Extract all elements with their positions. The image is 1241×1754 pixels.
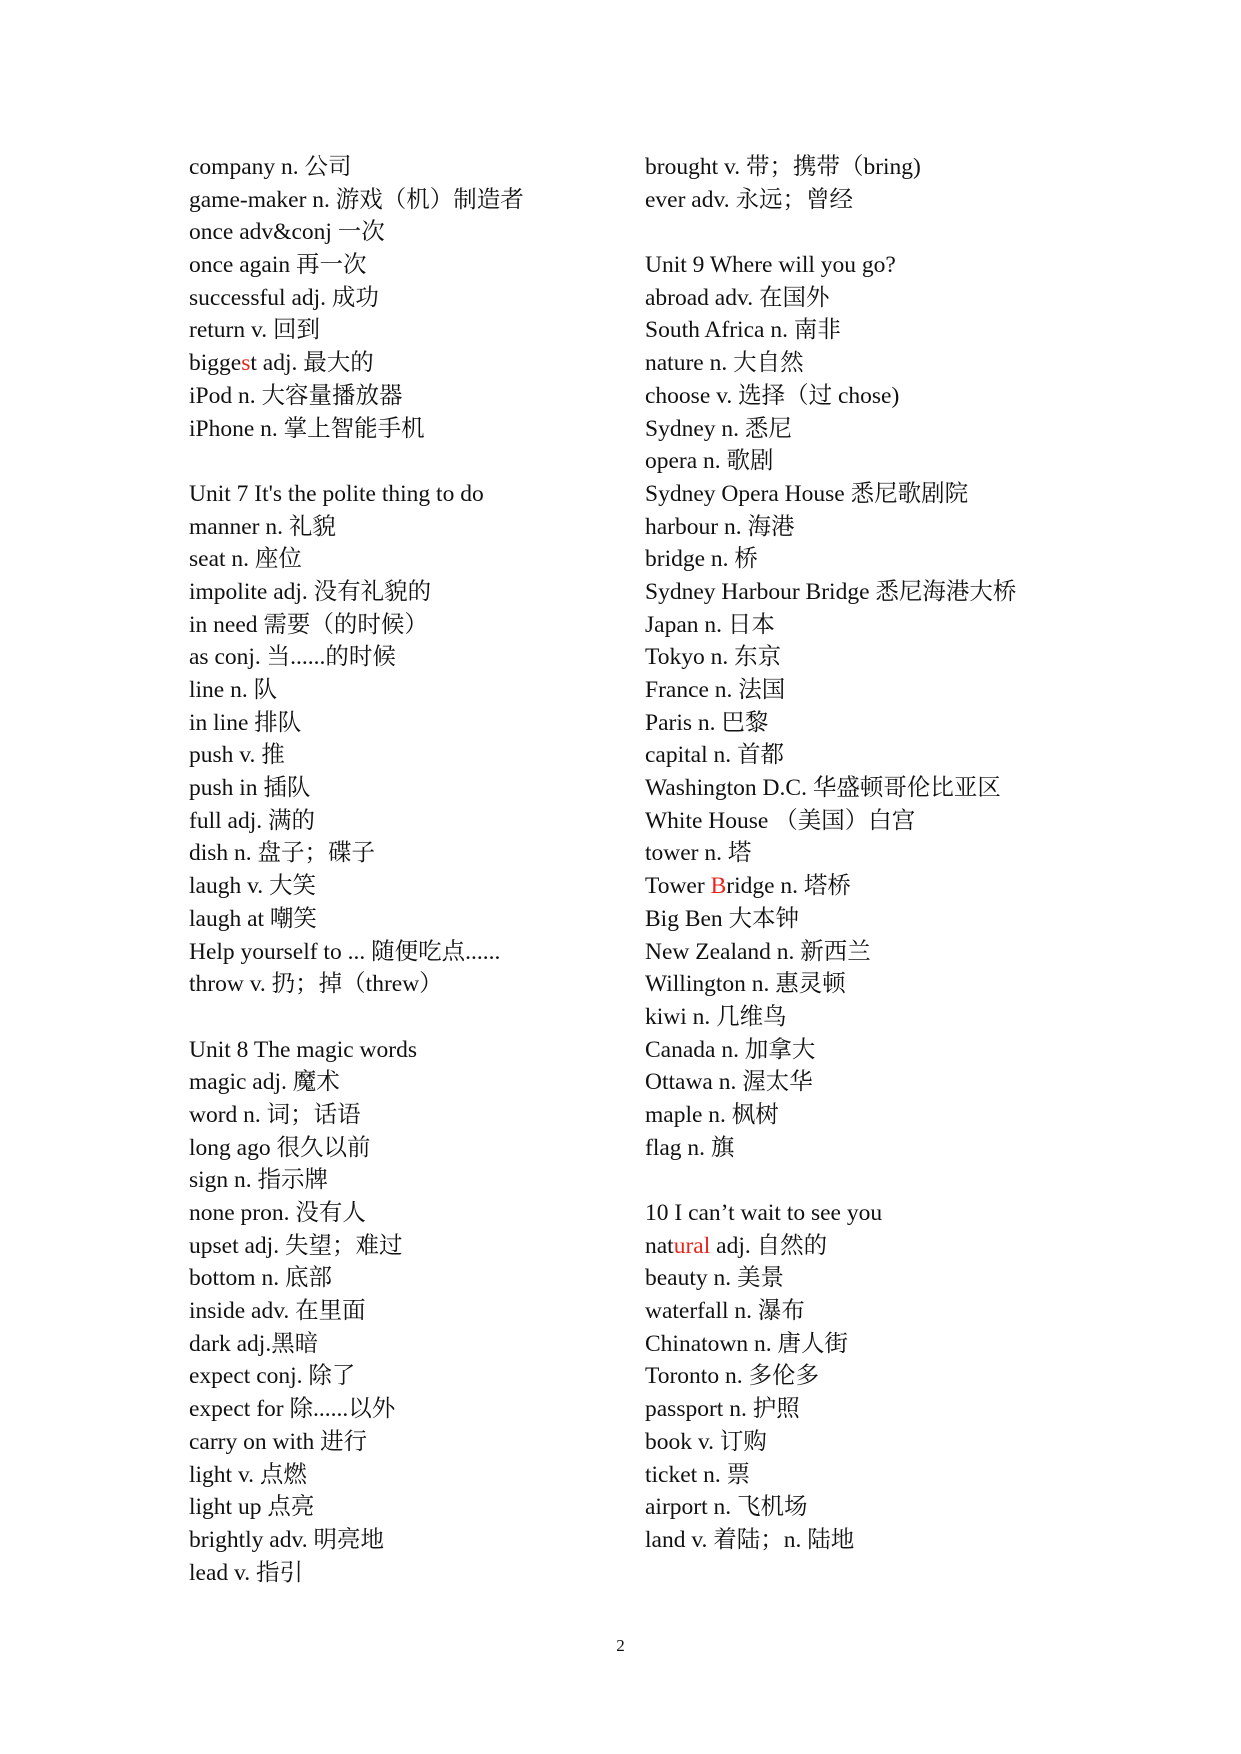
unit-heading: 10 I can’t wait to see you	[645, 1200, 883, 1226]
vocab-entry: abroad adv. 在国外	[645, 284, 830, 311]
vocab-entry: Sydney Harbour Bridge 悉尼海港大桥	[645, 578, 1017, 605]
page-number: 2	[616, 1636, 625, 1655]
vocab-entry: iPhone n. 掌上智能手机	[189, 415, 425, 442]
vocab-entry	[645, 870, 1145, 903]
vocab-entry: light v. 点燃	[189, 1461, 307, 1488]
vocab-entry: ticket n. 票	[645, 1461, 751, 1488]
vocab-entry: brought v. 带；携带（bring)	[645, 154, 921, 180]
vocab-entry: push v. 推	[189, 742, 285, 769]
highlighted-letters: s	[241, 350, 251, 377]
entry-text-segment: ridge n. 塔桥	[726, 873, 851, 900]
vocab-entry: return v. 回到	[189, 317, 320, 344]
vocab-entry: dark adj.黑暗	[189, 1330, 319, 1357]
vocab-entry: airport n. 飞机场	[645, 1494, 808, 1521]
vocab-entry: Sydney n. 悉尼	[645, 415, 792, 442]
vocab-entry: full adj. 满的	[189, 807, 315, 834]
unit-heading: Unit 7 It's the polite thing to do	[189, 480, 484, 507]
entry-text-segment: adj. 自然的	[710, 1232, 828, 1259]
vocab-entry: impolite adj. 没有礼貌的	[189, 578, 432, 605]
vocab-entry: as conj. 当......的时候	[189, 644, 396, 671]
vocab-entry: Ottawa n. 渥太华	[645, 1069, 813, 1096]
unit-heading: Unit 8 The magic words	[189, 1036, 418, 1063]
highlighted-letters: ural	[673, 1232, 711, 1259]
vocab-entry: successful adj. 成功	[189, 284, 379, 311]
vocab-entry: Willington n. 惠灵顿	[645, 971, 846, 998]
vocab-entry: beauty n. 美景	[645, 1265, 785, 1292]
vocab-entry: Washington D.C. 华盛顿哥伦比亚区	[645, 775, 1001, 802]
vocab-entry: lead v. 指引	[189, 1559, 303, 1586]
vocab-entry: once again 再一次	[189, 252, 367, 279]
vocab-entry: waterfall n. 瀑布	[645, 1298, 805, 1325]
vocab-entry: Chinatown n. 唐人街	[645, 1330, 849, 1357]
vocab-entry: ever adv. 永远；曾经	[645, 186, 853, 213]
vocab-entry: none pron. 没有人	[189, 1200, 366, 1226]
vocab-entry: long ago 很久以前	[189, 1134, 371, 1161]
vocab-entry: brightly adv. 明亮地	[189, 1526, 384, 1553]
vocab-entry: in line 排队	[189, 709, 302, 736]
vocab-entry: flag n. 旗	[645, 1134, 735, 1161]
entry-text-segment: nat	[645, 1232, 674, 1259]
vocab-entry: light up 点亮	[189, 1494, 315, 1521]
vocab-entry: passport n. 护照	[645, 1396, 800, 1423]
vocab-entry: White House （美国）白宫	[645, 807, 916, 834]
vocab-entry: expect conj. 除了	[189, 1363, 356, 1390]
vocab-entry: Toronto n. 多伦多	[645, 1363, 819, 1390]
vocab-entry: Canada n. 加拿大	[645, 1036, 816, 1063]
vocab-entry: maple n. 枫树	[645, 1101, 779, 1128]
vocab-entry: iPod n. 大容量播放器	[189, 382, 403, 409]
vocab-entry: Sydney Opera House 悉尼歌剧院	[645, 480, 969, 507]
vocab-entry: harbour n. 海港	[645, 513, 795, 540]
vocab-entry: nature n. 大自然	[645, 350, 804, 377]
vocab-entry: sign n. 指示牌	[189, 1167, 329, 1194]
vocab-entry: in need 需要（的时候）	[189, 611, 428, 638]
vocab-entry: manner n. 礼貌	[189, 513, 336, 540]
vocab-entry: Big Ben 大本钟	[645, 905, 800, 932]
vocab-entry: game-maker n. 游戏（机）制造者	[189, 186, 524, 213]
entry-text-segment: bigge	[189, 350, 242, 377]
vocab-entry: tower n. 塔	[645, 840, 752, 867]
vocab-entry: laugh at 嘲笑	[189, 905, 317, 932]
vocab-entry: land v. 着陆；n. 陆地	[645, 1526, 855, 1553]
vocab-entry: carry on with 进行	[189, 1428, 368, 1455]
vocab-entry: choose v. 选择（过 chose)	[645, 382, 900, 409]
vocab-entry: word n. 词；话语	[189, 1101, 361, 1128]
vocab-entry: magic adj. 魔术	[189, 1069, 340, 1096]
vocab-column-right	[645, 151, 1145, 1557]
vocab-entry: South Africa n. 南非	[645, 317, 841, 344]
entry-text-segment: t adj. 最大的	[250, 350, 374, 377]
vocab-entry: New Zealand n. 新西兰	[645, 938, 871, 965]
vocab-entry: line n. 队	[189, 677, 278, 703]
vocab-entry: expect for 除......以外	[189, 1396, 396, 1423]
vocab-entry: Japan n. 日本	[645, 611, 775, 638]
vocab-entry: dish n. 盘子；碟子	[189, 840, 376, 867]
vocab-entry	[645, 1230, 1145, 1263]
vocab-entry: inside adv. 在里面	[189, 1298, 366, 1325]
vocab-entry: Paris n. 巴黎	[645, 709, 769, 736]
vocab-entry: once adv&conj 一次	[189, 219, 385, 246]
vocab-entry	[189, 347, 609, 380]
blank-line	[189, 1001, 609, 1034]
vocab-entry: book v. 订购	[645, 1428, 767, 1455]
entry-text-segment: Tower	[645, 873, 711, 900]
vocab-entry: Tokyo n. 东京	[645, 644, 782, 671]
vocab-entry: capital n. 首都	[645, 742, 785, 769]
vocab-entry: kiwi n. 几维鸟	[645, 1003, 787, 1030]
blank-line	[189, 445, 609, 478]
blank-line	[645, 216, 1145, 249]
vocab-entry: laugh v. 大笑	[189, 873, 317, 900]
vocab-entry: Help yourself to ... 随便吃点......	[189, 938, 501, 965]
vocab-entry: bridge n. 桥	[645, 546, 758, 573]
vocab-entry: seat n. 座位	[189, 546, 302, 573]
unit-heading: Unit 9 Where will you go?	[645, 252, 896, 279]
vocab-entry: push in 插队	[189, 775, 311, 802]
vocab-entry: opera n. 歌剧	[645, 448, 774, 475]
vocab-entry: company n. 公司	[189, 154, 352, 180]
vocab-entry: bottom n. 底部	[189, 1265, 332, 1292]
vocab-entry: France n. 法国	[645, 677, 786, 703]
vocab-column-left	[189, 151, 609, 1589]
vocab-entry: throw v. 扔；掉（threw）	[189, 971, 443, 998]
vocab-entry: upset adj. 失望；难过	[189, 1232, 403, 1259]
blank-line	[645, 1164, 1145, 1197]
highlighted-letters: B	[710, 873, 727, 900]
